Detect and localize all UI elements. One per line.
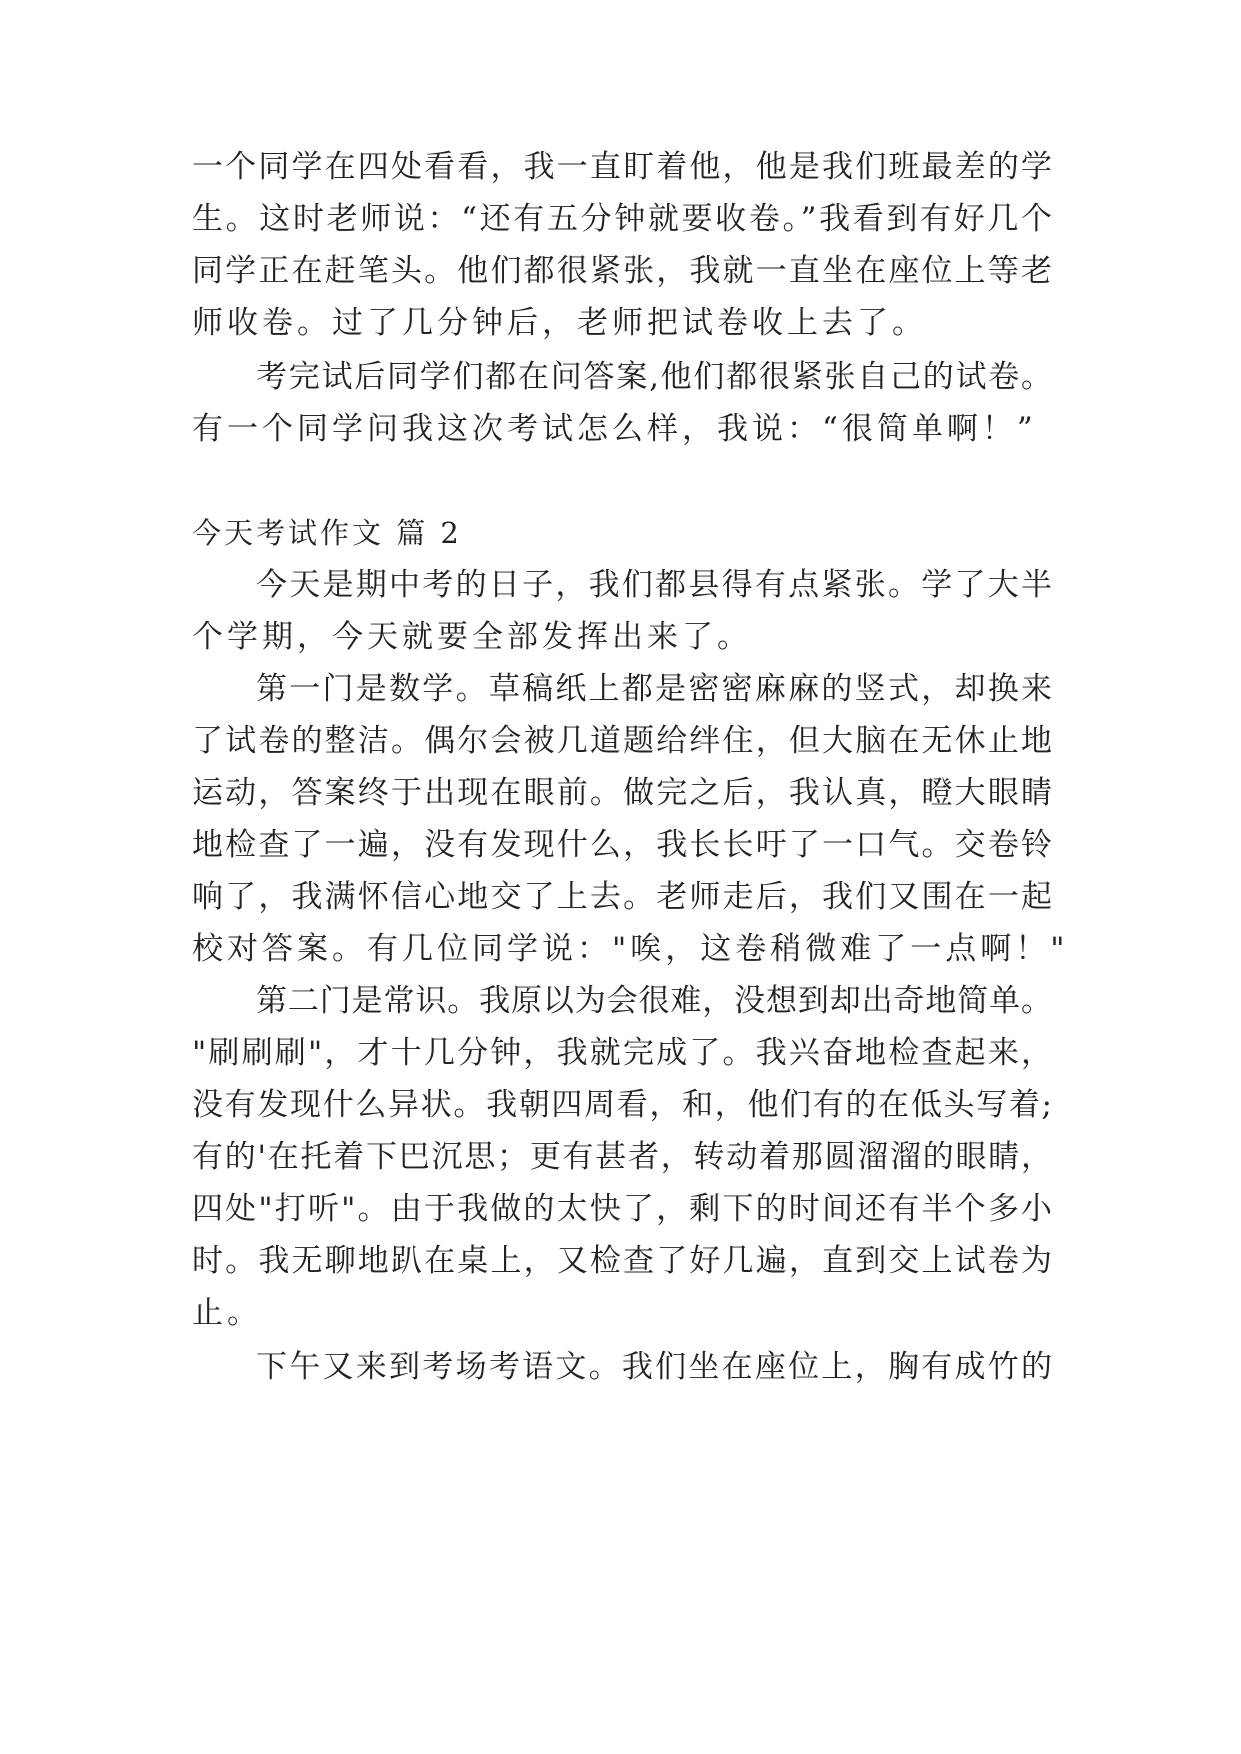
paragraph-line: 一个同学在四处看看，我一直盯着他，他是我们班最差的学 [192, 149, 1052, 185]
paragraph-line: 同学正在赶笔头。他们都很紧张，我就一直坐在座位上等老 [192, 253, 1052, 289]
paragraph-line: 止。 [192, 1295, 262, 1331]
paragraph-line: 有一个同学问我这次考试怎么样，我说：“很简单啊！” [192, 411, 1037, 447]
paragraph-line: 第一门是数学。草稿纸上都是密密麻麻的竖式，却换来 [256, 671, 1052, 707]
paragraph-line: 个学期，今天就要全部发挥出来了。 [192, 619, 752, 655]
paragraph-line: 考完试后同学们都在问答案,他们都很紧张自己的试卷。 [256, 359, 1052, 395]
paragraph-line: 下午又来到考场考语文。我们坐在座位上，胸有成竹的 [256, 1349, 1052, 1385]
paragraph-line: 有的'在托着下巴沉思；更有甚者，转动着那圆溜溜的眼睛， [192, 1139, 1052, 1175]
paragraph-line: 校对答案。有几位同学说："唉，这卷稍微难了一点啊！" [192, 931, 1069, 967]
paragraph-line: 师收卷。过了几分钟后，老师把试卷收上去了。 [192, 305, 927, 341]
paragraph-line: 今天是期中考的日子，我们都县得有点紧张。学了大半 [256, 567, 1052, 603]
paragraph-line: 四处"打听"。由于我做的太快了，剩下的时间还有半个多小 [192, 1191, 1052, 1227]
paragraph-line: 生。这时老师说：“还有五分钟就要收卷。”我看到有好几个 [192, 201, 1052, 237]
paragraph-line: 了试卷的整洁。偶尔会被几道题给绊住，但大脑在无休止地 [192, 723, 1052, 759]
section-heading: 今天考试作文 篇 2 [192, 516, 462, 550]
paragraph-line: 地检查了一遍，没有发现什么，我长长吁了一口气。交卷铃 [192, 827, 1052, 863]
paragraph-line: 第二门是常识。我原以为会很难，没想到却出奇地简单。 [256, 983, 1052, 1019]
paragraph-line: 运动，答案终于出现在眼前。做完之后，我认真，瞪大眼睛 [192, 775, 1052, 811]
paragraph-line: 时。我无聊地趴在桌上，又检查了好几遍，直到交上试卷为 [192, 1243, 1052, 1279]
paragraph-line: 没有发现什么异状。我朝四周看，和，他们有的在低头写着; [192, 1087, 1052, 1123]
paragraph-line: 响了，我满怀信心地交了上去。老师走后，我们又围在一起 [192, 879, 1052, 915]
paragraph-line: "刷刷刷"，才十几分钟，我就完成了。我兴奋地检查起来， [192, 1035, 1052, 1071]
